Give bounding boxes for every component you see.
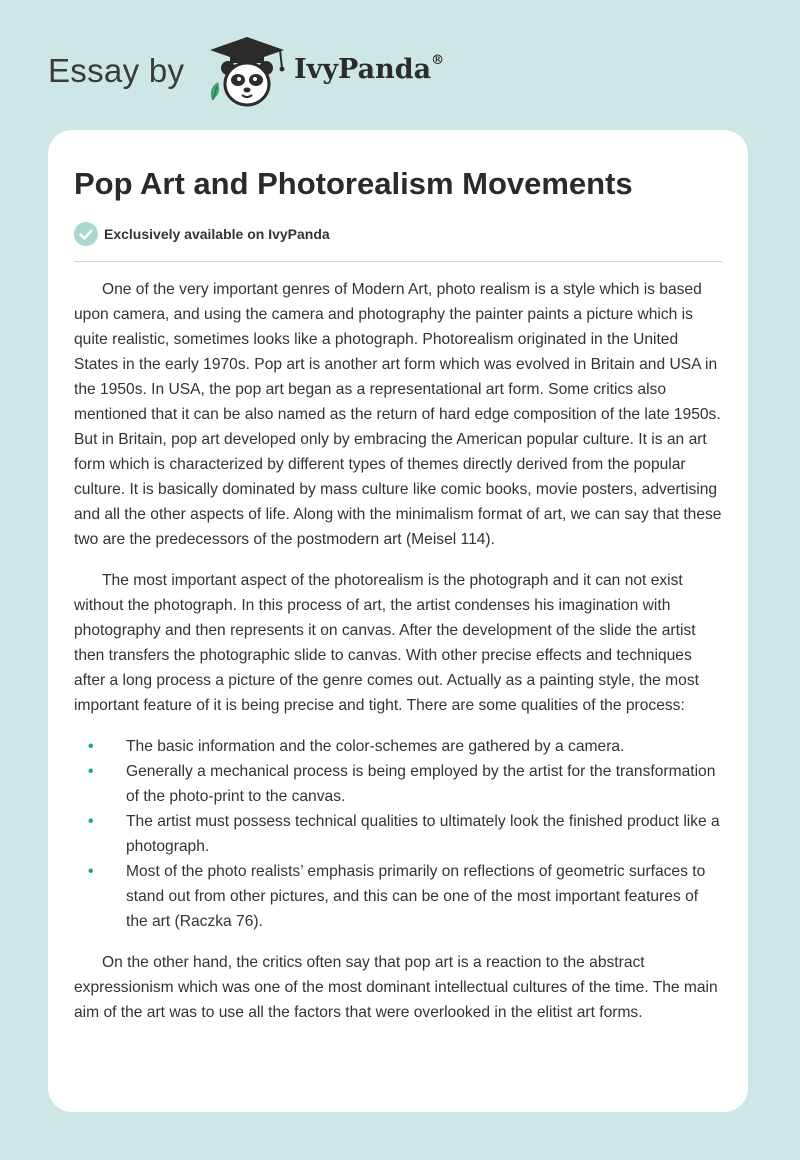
bullet-icon: • [88, 863, 94, 880]
qualities-list [74, 734, 724, 934]
paragraph: On the other hand, the critics often say that pop art is a reaction to the abstract expressionism which was one of the most dominant intellectual cultures of the time. The main aim of the art was to use all the factors that were overlooked in the elitist art forms. [74, 954, 718, 1021]
panda-logo-icon[interactable] [202, 34, 292, 110]
list-item [74, 734, 724, 759]
essay-card [48, 130, 748, 1112]
bullet-icon: • [88, 738, 94, 755]
essay-body [74, 277, 724, 1041]
list-item-text: Generally a mechanical process is being employed by the artist for the transformation of the photo-print to the canvas. [126, 763, 716, 805]
brand-name[interactable]: IvyPanda® [294, 53, 445, 85]
divider [74, 261, 722, 262]
paragraph: One of the very important genres of Modern Art, photo realism is a style which is based upon camera, and using the camera and photography the painter paints a picture which is quite realistic, sometimes looks like a photograph. Photorealism originated in the United States in the early 1970s. Pop art is another art form which was evolved in Britain and USA in the 1950s. In USA, the pop art began as a representational art form. Some critics also mentioned that it can be also named as the return of hard edge composition of the late 1950s. But in Britain, pop art developed only by embracing the American popular culture. It is an art form which is characterized by different types of themes directly derived from the popular culture. It is basically dominated by mass culture like comic books, movie posters, advertising and all the other aspects of life. Along with the minimalism format of art, we can say that these two are the predecessors of the postmodern art (Meisel 114). [74, 281, 722, 548]
list-item-text: Most of the photo realists’ emphasis primarily on reflections of geometric surfaces to stand out from other pictures, and this can be one of the most important features of the art (Raczka 76). [126, 863, 706, 930]
exclusive-label: Exclusively available on IvyPanda [104, 226, 330, 242]
list-item-text: The basic information and the color-schemes are gathered by a camera. [126, 738, 625, 755]
list-item-text: The artist must possess technical qualities to ultimately look the finished product like a photograph. [126, 813, 720, 855]
bullet-icon: • [88, 813, 94, 830]
page-title: Pop Art and Photorealism Movements [74, 166, 633, 201]
exclusive-badge [74, 222, 330, 246]
registered-mark: ® [431, 53, 445, 68]
essay-by-label: Essay by [48, 52, 185, 89]
bullet-icon: • [88, 763, 94, 780]
check-circle-icon [74, 222, 98, 246]
list-item [74, 859, 724, 934]
site-header [48, 34, 468, 110]
paragraph: The most important aspect of the photorealism is the photograph and it can not exist without the photograph. In this process of art, the artist condenses his imagination with photography and then represents it on canvas. After the development of the slide the artist then transfers the photographic slide to canvas. With other precise effects and techniques after a long process a picture of the genre comes out. Actually as a painting style, the most important feature of it is being precise and tight. There are some qualities of the process: [74, 572, 699, 714]
list-item [74, 809, 724, 859]
list-item [74, 759, 724, 809]
